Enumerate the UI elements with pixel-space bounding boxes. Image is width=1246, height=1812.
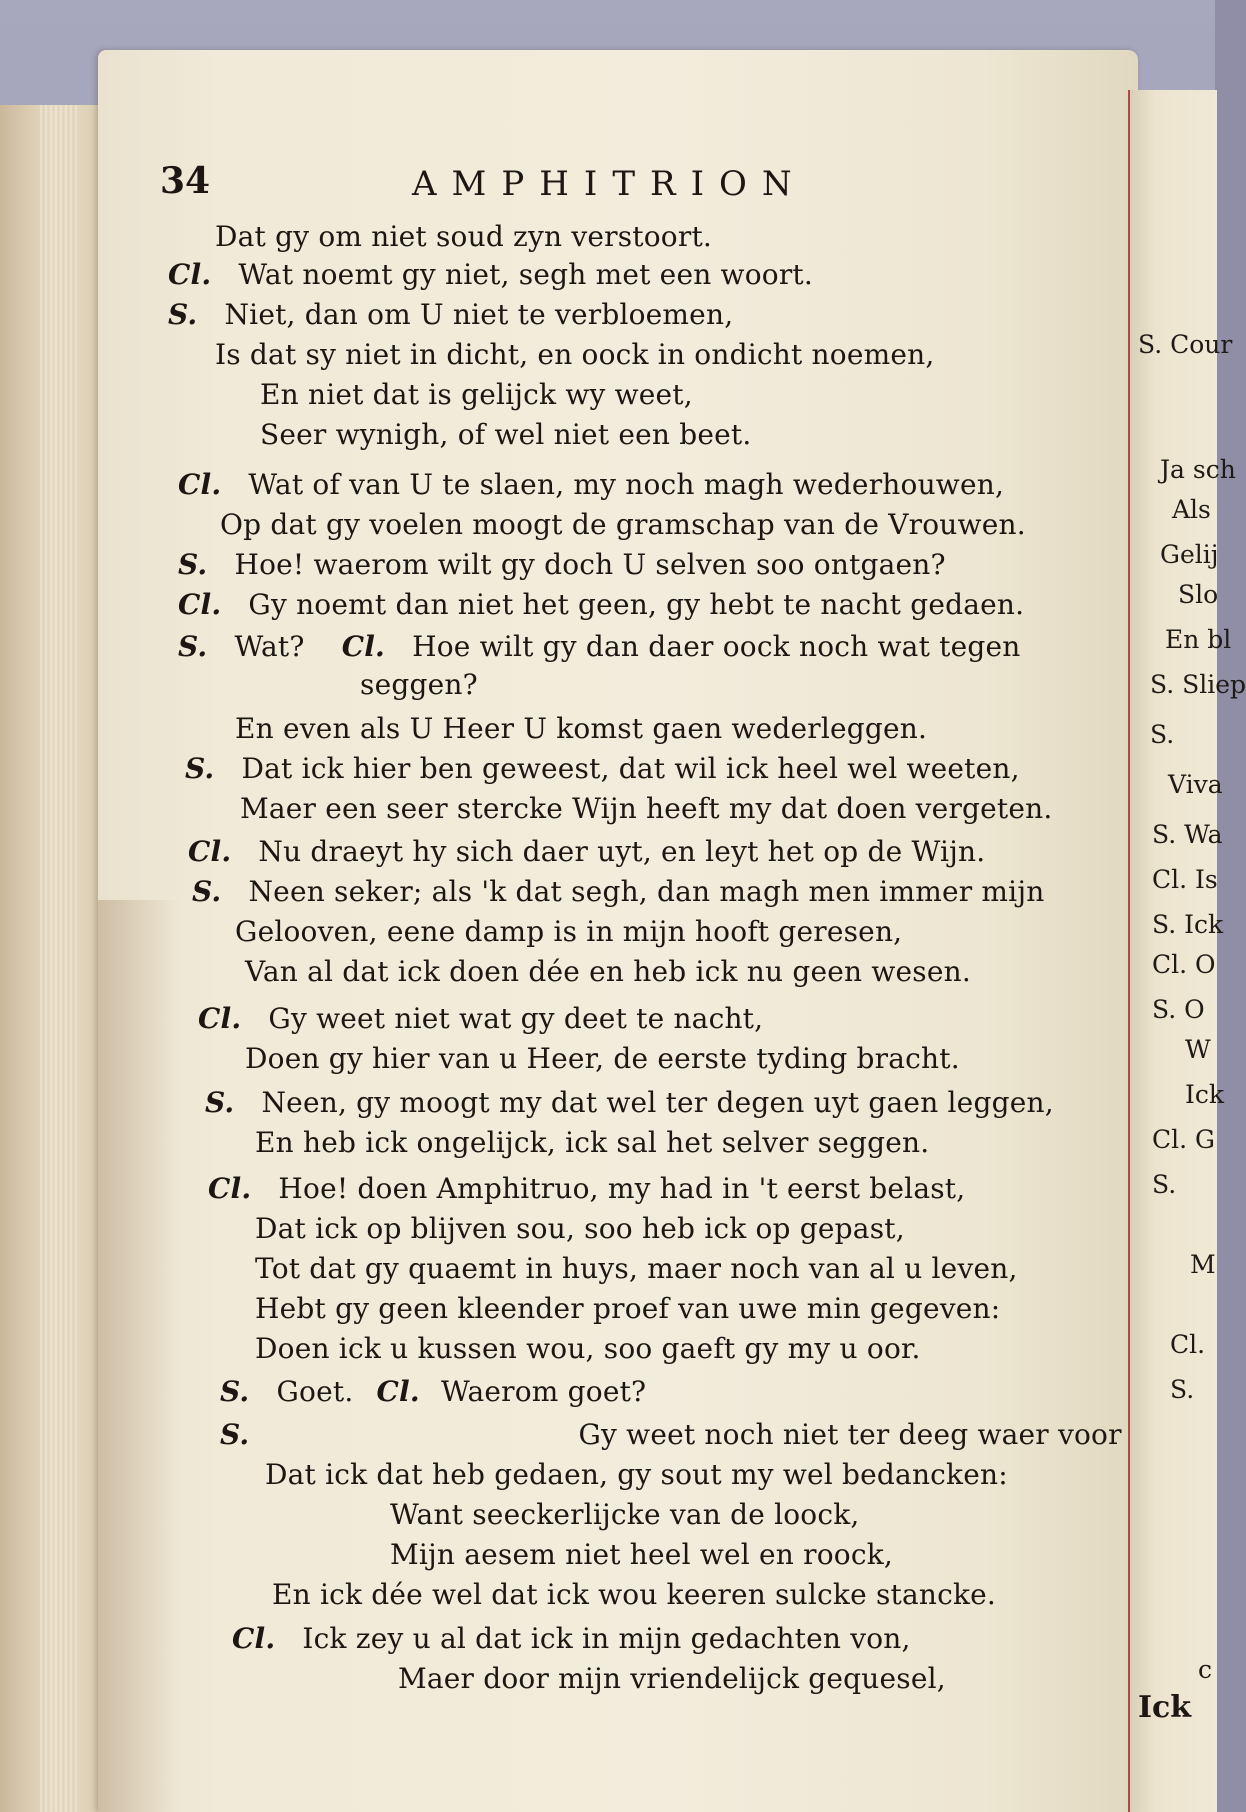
verse-line: [198, 1002, 763, 1035]
line-text: En even als U Heer U komst gaen wederleggen.: [235, 712, 928, 745]
line-text: Maer door mijn vriendelijck gequesel,: [398, 1662, 946, 1695]
speaker-label: S.: [178, 548, 208, 581]
verse-line: [390, 1498, 860, 1531]
line-text: Wat?: [234, 630, 305, 663]
line-text: En ick dée wel dat ick wou keeren sulcke stancke.: [272, 1578, 997, 1611]
verse-line: [245, 1042, 960, 1075]
verse-line: [240, 792, 1052, 825]
speaker-label: Cl.: [188, 835, 232, 868]
verse-line: [220, 508, 1026, 541]
verse-line: [185, 752, 1020, 785]
verse-line: [178, 630, 1020, 663]
verse-line: [205, 1086, 1054, 1119]
speaker-label: Cl.: [178, 588, 222, 621]
line-text: Tot dat gy quaemt in huys, maer noch van al u leven,: [255, 1252, 1018, 1285]
line-text: Gy weet noch niet ter deeg waer voor: [578, 1418, 1122, 1451]
verse-line: [260, 378, 693, 411]
line-text: Hoe! waerom wilt gy doch U selven soo ontgaen?: [234, 548, 946, 581]
verse-line: [178, 588, 1024, 621]
line-text: Dat ick dat heb gedaen, gy sout my wel bedancken:: [265, 1458, 1008, 1491]
line-text: Want seeckerlijcke van de loock,: [390, 1498, 860, 1531]
verse-line: [188, 835, 985, 868]
line-text: Van al dat ick doen dée en heb ick nu geen wesen.: [245, 955, 971, 988]
line-text: Neen seker; als 'k dat segh, dan magh men immer mijn: [248, 875, 1045, 908]
line-text: Goet.: [276, 1375, 354, 1408]
speaker-label: Cl.: [198, 1002, 242, 1035]
verse-line: [235, 915, 902, 948]
line-text: Gy weet niet wat gy deet te nacht,: [268, 1002, 764, 1035]
line-text: Dat ick op blijven sou, soo heb ick op gepast,: [255, 1212, 905, 1245]
line-text: Seer wynigh, of wel niet een beet.: [260, 418, 752, 451]
facing-fragment: S. Ick: [1152, 910, 1224, 939]
line-text: Niet, dan om U niet te verbloemen,: [224, 298, 734, 331]
facing-fragment: S. Sliep: [1150, 670, 1246, 699]
speaker-label: Cl.: [178, 468, 222, 501]
facing-fragment: S. Wa: [1152, 820, 1223, 849]
facing-fragment: Viva: [1168, 770, 1223, 799]
facing-fragment: S.: [1150, 720, 1175, 749]
speaker-label: Cl.: [341, 630, 385, 663]
line-text: En heb ick ongelijck, ick sal het selver seggen.: [255, 1126, 930, 1159]
facing-fragment: Ja sch: [1160, 455, 1236, 484]
facing-fragment: c: [1198, 1655, 1213, 1684]
verse-line: [208, 1172, 965, 1205]
line-text: Doen gy hier van u Heer, de eerste tyding bracht.: [245, 1042, 960, 1075]
line-text: Wat of van U te slaen, my noch magh wederhouwen,: [248, 468, 1005, 501]
verse-line: [232, 1622, 911, 1655]
page-stain: [98, 900, 178, 1812]
line-text: Hoe wilt gy dan daer oock noch wat tegen: [412, 630, 1021, 663]
line-text: Hoe! doen Amphitruo, my had in 't eerst belast,: [278, 1172, 966, 1205]
line-text: Mijn aesem niet heel wel en roock,: [390, 1538, 893, 1571]
facing-fragment: En bl: [1165, 625, 1232, 654]
facing-fragment: Ick: [1185, 1080, 1225, 1109]
verse-line: [220, 1375, 646, 1408]
catchword: Ick: [1138, 1690, 1192, 1725]
speaker-label: Cl.: [168, 258, 212, 291]
line-text: Dat ick hier ben geweest, dat wil ick heel wel weeten,: [241, 752, 1020, 785]
facing-fragment: S. O: [1152, 995, 1205, 1024]
facing-fragment: Gelij: [1160, 540, 1219, 569]
speaker-label: Cl.: [208, 1172, 252, 1205]
facing-fragment: S.: [1170, 1375, 1195, 1404]
line-text: Hebt gy geen kleender proef van uwe min gegeven:: [255, 1292, 1001, 1325]
verse-line: [168, 258, 813, 291]
line-text: En niet dat is gelijck wy weet,: [260, 378, 693, 411]
page-number: 34: [160, 160, 211, 202]
verse-line: [245, 955, 971, 988]
verse-line: [168, 298, 733, 331]
running-title: AMPHITRION: [412, 164, 807, 204]
facing-fragment: M: [1190, 1250, 1216, 1279]
facing-fragment: Cl.: [1170, 1330, 1206, 1359]
verse-line: [192, 875, 1044, 908]
speaker-label: S.: [185, 752, 215, 785]
verse-line: [255, 1292, 1000, 1325]
facing-fragment: Cl. G: [1152, 1125, 1215, 1154]
line-text: Maer een seer stercke Wijn heeft my dat doen vergeten.: [240, 792, 1053, 825]
page-edge-texture: [40, 105, 80, 1812]
line-text: Wat noemt gy niet, segh met een woort.: [238, 258, 813, 291]
facing-fragment: Cl. O: [1152, 950, 1216, 979]
page-header: [160, 160, 960, 210]
speaker-label: S.: [178, 630, 208, 663]
facing-page: [1128, 90, 1246, 1812]
verse-line: [260, 418, 751, 451]
verse-line: [255, 1212, 905, 1245]
speaker-label: Cl.: [232, 1622, 276, 1655]
verse-line: [390, 1538, 893, 1571]
facing-fragment: Als: [1172, 495, 1211, 524]
line-text: Is dat sy niet in dicht, en oock in ondicht noemen,: [215, 338, 935, 371]
verse-line: [398, 1662, 946, 1695]
speaker-label: Cl.: [376, 1375, 420, 1408]
line-text: seggen?: [360, 668, 478, 701]
facing-fragment: S.: [1152, 1170, 1177, 1199]
facing-fragment: S. Cour: [1138, 330, 1233, 359]
line-text: Neen, gy moogt my dat wel ter degen uyt gaen leggen,: [261, 1086, 1054, 1119]
facing-fragment: Cl. Is: [1152, 865, 1218, 894]
verse-line: [255, 1126, 929, 1159]
speaker-label: S.: [168, 298, 198, 331]
line-text: Nu draeyt hy sich daer uyt, en leyt het op de Wijn.: [258, 835, 986, 868]
line-text: Doen ick u kussen wou, soo gaeft gy my u oor.: [255, 1332, 921, 1365]
speaker-label: S.: [205, 1086, 235, 1119]
line-text: Waerom goet?: [440, 1375, 647, 1408]
verse-line: [215, 338, 934, 371]
verse-line: [235, 712, 927, 745]
line-text: Gy noemt dan niet het geen, gy hebt te nacht gedaen.: [248, 588, 1025, 621]
verse-line: [265, 1458, 1008, 1491]
line-text: Dat gy om niet soud zyn verstoort.: [215, 220, 712, 253]
speaker-label: S.: [220, 1375, 250, 1408]
line-text: Gelooven, eene damp is in mijn hooft geresen,: [235, 915, 903, 948]
facing-fragment: W: [1185, 1035, 1211, 1064]
speaker-label: S.: [192, 875, 222, 908]
line-text: Op dat gy voelen moogt de gramschap van de Vrouwen.: [220, 508, 1026, 541]
facing-fragment: Slo: [1178, 580, 1219, 609]
verse-line: [215, 220, 712, 253]
verse-line: [255, 1332, 921, 1365]
verse-line: [178, 548, 946, 581]
verse-line: [255, 1252, 1018, 1285]
verse-line: [360, 668, 478, 701]
verse-line: [178, 468, 1004, 501]
speaker-label: S.: [220, 1418, 250, 1451]
verse-line: [220, 1418, 1122, 1451]
line-text: Ick zey u al dat ick in mijn gedachten von,: [302, 1622, 911, 1655]
verse-line: [272, 1578, 996, 1611]
